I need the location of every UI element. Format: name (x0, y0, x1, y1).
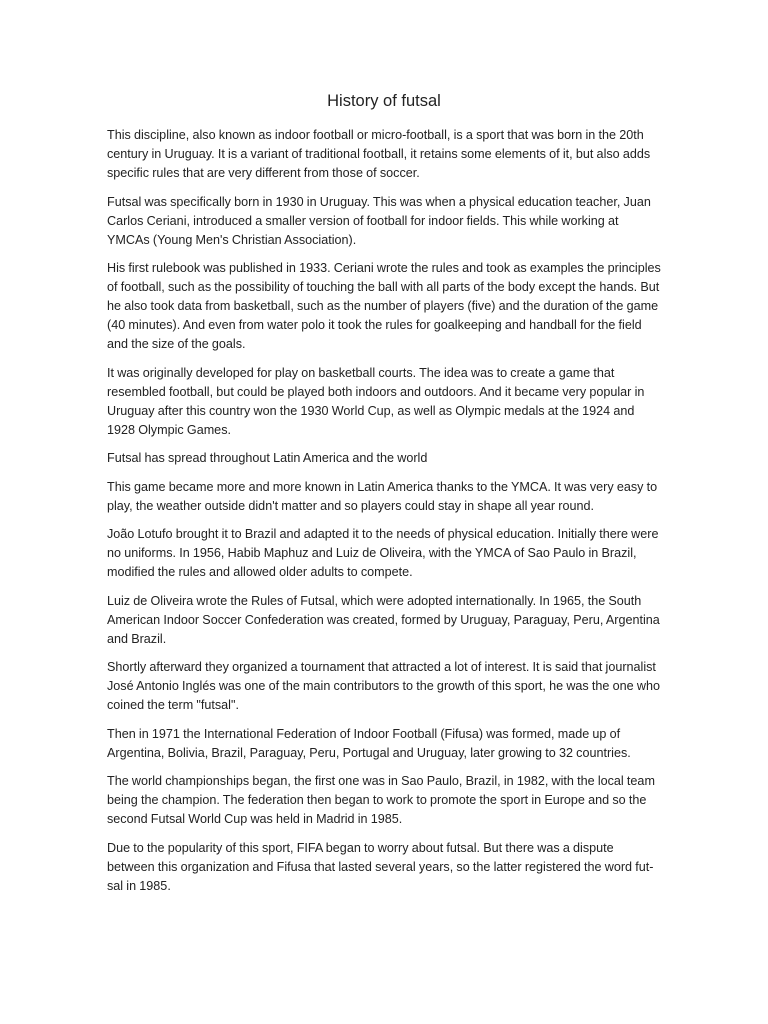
paragraph-world-championships: The world championships began, the first one was in Sao Paulo, Brazil, in 1982, with the local team being the champion. The federation then began to work to promote the sport in Europe and so the second Futsal World Cup was held in Madrid in 1985. (107, 774, 655, 826)
paragraph-latin-america: This game became more and more known in Latin America thanks to the YMCA. It was very easy to play, the weather outside didn't matter and so players could stay in shape all year round. (107, 479, 658, 513)
paragraph-rulebook: His first rulebook was published in 1933. Ceriani wrote the rules and took as examples the principles of football, such as the possibility of touching the ball with all parts of the body except the hands. But he also took data from basketball, such as the number of players (five) and the duration of the game (40 minutes). And even from water polo it took the rules for goalkeeping and handball for the field and the size of the goals. (107, 261, 661, 351)
paragraph-basketball-courts: It was originally developed for play on basketball courts. The idea was to create a game that resembled football, but could be played both indoors and outdoors. And it became very popular in Uruguay after this country won the 1930 World Cup, as well as Olympic medals at the 1924 and 1928 Olympic Games. (107, 365, 645, 437)
document-body (107, 126, 663, 905)
paragraph-fifusa: Then in 1971 the International Federation of Indoor Football (Fifusa) was formed, made up of Argentina, Bolivia, Brazil, Paraguay, Peru, Portugal and Uruguay, later growing to 32 countries. (107, 726, 631, 760)
paragraph-brazil: João Lotufo brought it to Brazil and adapted it to the needs of physical education. Initially there were no uniforms. In 1956, Habib Maphuz and Luiz de Oliveira, with the YMCA of Sao Paulo in Brazil, modified the rules and allowed older adults to compete. (107, 527, 659, 579)
paragraph-tournament: Shortly afterward they organized a tournament that attracted a lot of interest. It is said that journalist José Antonio Inglés was one of the main contributors to the growth of this sport, he was the one who coined the term "futsal". (107, 660, 660, 712)
paragraph-fifa-dispute: Due to the popularity of this sport, FIFA began to worry about futsal. But there was a dispute between this organization and Fifusa that lasted several years, so the latter registered the word fut-sal in 1985. (107, 840, 654, 893)
document-title: History of futsal (327, 92, 441, 110)
paragraph-intro: This discipline, also known as indoor football or micro-football, is a sport that was born in the 20th century in Uruguay. It is a variant of traditional football, it retains some elements of it, but also adds specific rules that are very different from those of soccer. (107, 128, 651, 180)
paragraph-rules-of-futsal: Luiz de Oliveira wrote the Rules of Futsal, which were adopted internationally. In 1965, the South American Indoor Soccer Confederation was created, formed by Uruguay, Paraguay, Peru, Argentina and Brazil. (107, 593, 660, 646)
paragraph-subheading: Futsal has spread throughout Latin America and the world (107, 451, 428, 465)
paragraph-origin: Futsal was specifically born in 1930 in Uruguay. This was when a physical education teacher, Juan Carlos Ceriani, introduced a smaller version of football for indoor fields. This while working at YMCAs (Young Men's Christian Association). (107, 194, 651, 247)
